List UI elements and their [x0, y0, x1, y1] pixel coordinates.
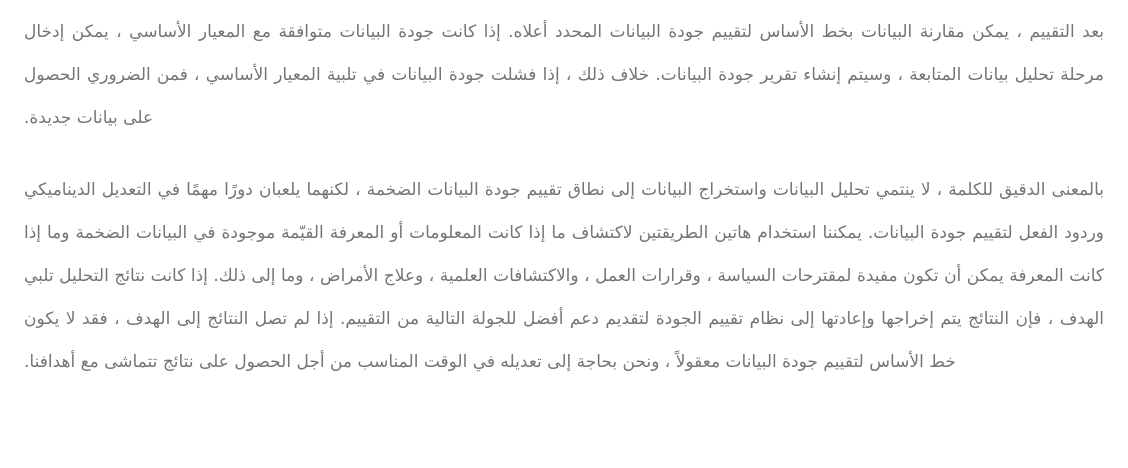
paragraph-data-quality-baseline: بعد التقييم ، يمكن مقارنة البيانات بخط الأساس لتقييم جودة البيانات المحدد أعلاه. إذا كانت جودة البيانات متوافقة مع المعيار الأساسي ، يمكن إدخال مرحلة تحليل بيانات المتابعة ، وسيتم إنشاء تقرير جودة البيانات. خلاف ذلك ، إذا فشلت جودة البيانات في تلبية المعيار الأساسي ، فمن الضروري الحصول على بيانات جديدة.: [24, 22, 1104, 128]
paragraph-analysis-mining-scope: بالمعنى الدقيق للكلمة ، لا ينتمي تحليل البيانات واستخراج البيانات إلى نطاق تقييم جودة البيانات الضخمة ، لكنهما يلعبان دورًا مهمًا في التعديل الديناميكي وردود الفعل لتقييم جودة البيانات. يمكننا استخدام هاتين الطريقتين لاكتشاف ما إذا كانت المعلومات أو المعرفة القيّمة موجودة في البيانات الضخمة وما إذا كانت المعرفة يمكن أن تكون مفيدة لمقترحات السياسة ، وقرارات العمل ، والاكتشافات العلمية ، وعلاج الأمراض ، وما إلى ذلك. إذا كانت نتائج التحليل تلبي الهدف ، فإن النتائج يتم إخراجها وإعادتها إلى نظام تقييم الجودة لتقديم دعم أفضل للجولة التالية من التقييم. إذا لم تصل النتائج إلى الهدف ، فقد لا يكون خط الأساس لتقييم جودة البيانات معقولاً ، ونحن بحاجة إلى تعديله في الوقت المناسب من أجل الحصول على نتائج تتماشى مع أهدافنا.: [24, 180, 1104, 372]
